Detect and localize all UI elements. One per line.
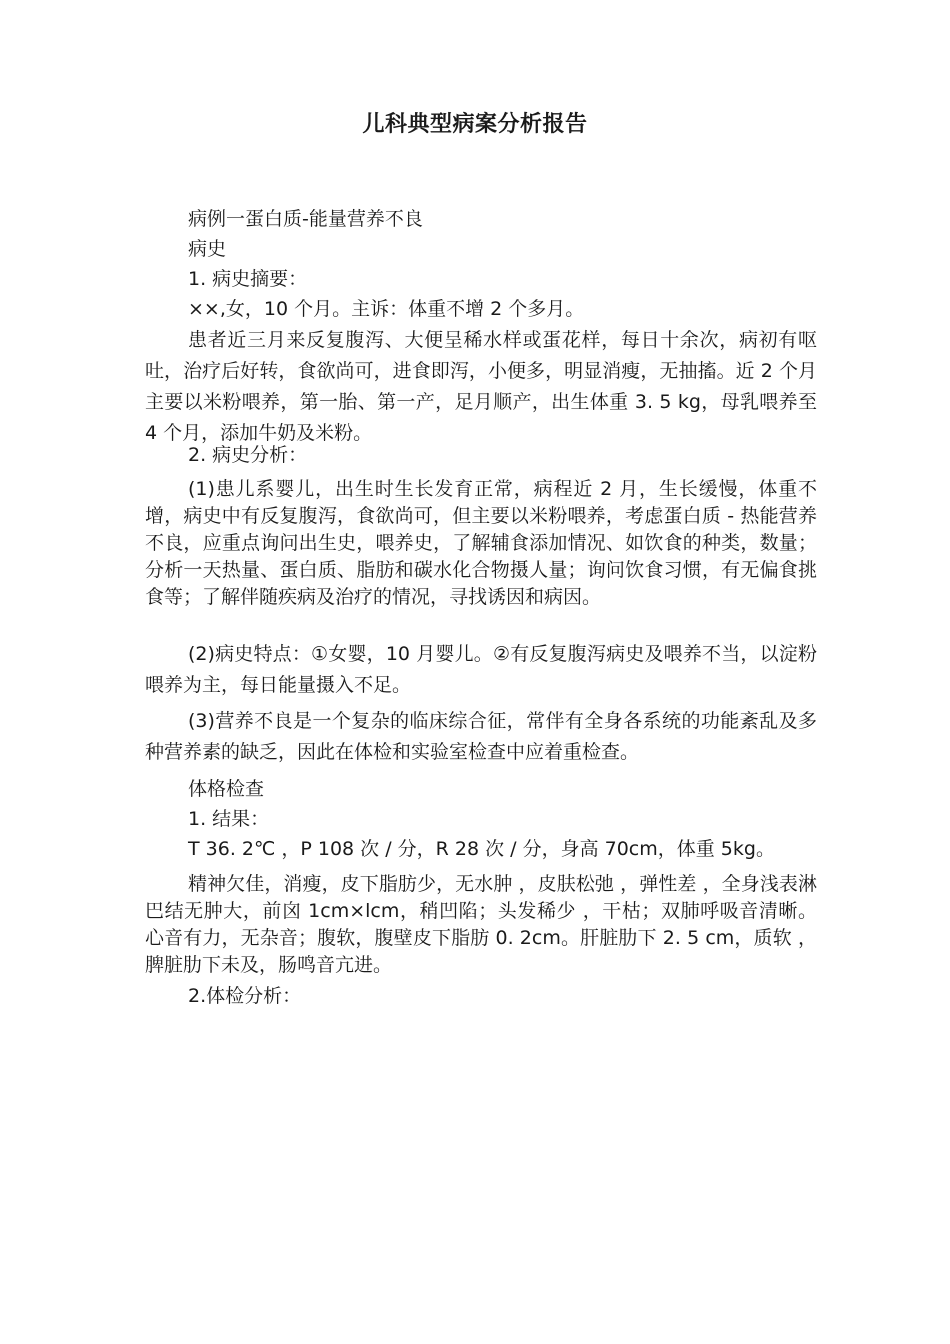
section-exam-heading: 体格检查 <box>188 778 265 800</box>
patient-line: ××,女，10 个月。主诉：体重不增 2 个多月。 <box>188 298 585 320</box>
section-history-heading: 病史 <box>188 238 227 260</box>
history-paragraph: 患者近三月来反复腹泻、大便呈稀水样或蛋花样，每日十余次，病初有呕吐，治疗后好转，食欲尚可，进食即泻，小便多，明显消瘦，无抽搐。近 2 个月主要以米粉喂养，第一胎、第一产，足月顺产，出生体重 3. 5 kg，母乳喂养至 4 个月，添加牛奶及米粉。 <box>145 329 817 444</box>
analysis-point-1: (1)患儿系婴儿，出生时生长发育正常，病程近 2 月，生长缓慢，体重不增，病史中有反复腹泻，食欲尚可，但主要以米粉喂养，考虑蛋白质 - 热能营养不良，应重点询问出生史，喂养史，了解辅食添加情况、如饮食的种类，数量；分析一天热量、蛋白质、脂肪和碳水化合物摄人量；询问饮食习惯，有无偏食挑食等；了解伴随疾病及治疗的情况，寻找诱因和病因。 <box>145 478 817 608</box>
case-title: 病例一蛋白质-能量营养不良 <box>188 208 423 230</box>
history-analysis-heading: 2. 病史分析： <box>188 444 308 466</box>
vitals-line: T 36. 2℃ ，P 108 次 / 分，R 28 次 / 分，身高 70cm，体重 5kg。 <box>188 838 775 860</box>
exam-paragraph: 精神欠佳，消瘦，皮下脂肪少，无水肿 ，皮肤松弛 ，弹性差 ，全身浅表淋巴结无肿大，前囟 1cm×lcm，稍凹陷；头发稀少 ，干枯；双肺呼吸音清晰。心音有力，无杂音；腹软，腹壁皮下脂肪 0. 2cm。肝脏肋下 2. 5 cm，质软 ，脾脏肋下未及，肠鸣音亢进。 <box>145 873 817 976</box>
analysis-point-2: (2)病史特点：①女婴，10 月婴儿。②有反复腹泻病史及喂养不当，以淀粉喂养为主，每日能量摄入不足。 <box>145 643 817 696</box>
analysis-point-3: (3)营养不良是一个复杂的临床综合征，常伴有全身各系统的功能紊乱及多种营养素的缺乏，因此在体检和实验室检查中应着重检查。 <box>145 710 817 763</box>
document-title: 儿科典型病案分析报告 <box>362 112 588 137</box>
exam-analysis-heading: 2.体检分析： <box>188 985 302 1007</box>
exam-result-heading: 1. 结果： <box>188 808 270 830</box>
history-summary-heading: 1. 病史摘要： <box>188 268 308 290</box>
